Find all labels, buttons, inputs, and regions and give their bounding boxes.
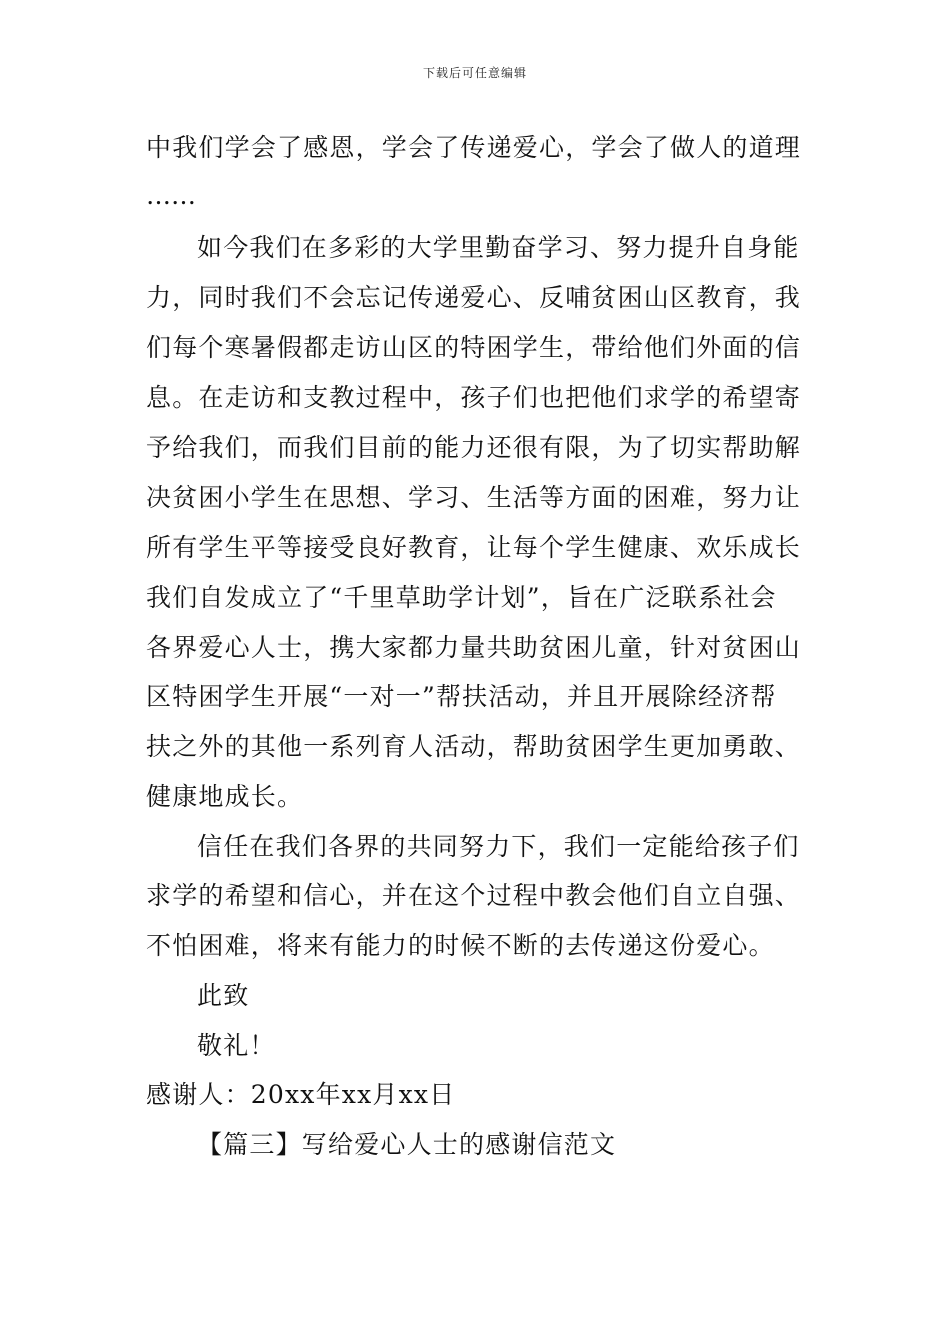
body-line-9: 所有学生平等接受良好教育，让每个学生健康、欢乐成长 [146, 533, 802, 562]
closing-salutation: 此致 [197, 981, 250, 1010]
body-line-4: 力，同时我们不会忘记传递爱心、反哺贫困山区教育，我 [146, 283, 802, 312]
body-line-2: …… [146, 181, 196, 210]
body-line-11: 各界爱心人士，携大家都力量共助贫困儿童，针对贫困山 [146, 633, 802, 662]
body-line-8: 决贫困小学生在思想、学习、生活等方面的困难，努力让 [146, 483, 802, 512]
body-line-3: 如今我们在多彩的大学里勤奋学习、努力提升自身能 [197, 233, 800, 262]
body-line-7: 予给我们，而我们目前的能力还很有限，为了切实帮助解 [146, 433, 802, 462]
signature-date: 感谢人：20xx年xx月xx日 [146, 1080, 456, 1109]
body-line-10: 我们自发成立了“千里草助学计划”，旨在广泛联系社会 [146, 583, 777, 612]
body-line-15: 信任在我们各界的共同努力下，我们一定能给孩子们 [197, 832, 800, 861]
closing-regards: 敬礼！ [197, 1031, 276, 1060]
body-line-17: 不怕困难，将来有能力的时候不断的去传递这份爱心。 [146, 931, 775, 960]
body-line-5: 们每个寒暑假都走访山区的特困学生，带给他们外面的信 [146, 333, 802, 362]
section-heading: 【篇三】写给爱心人士的感谢信范文 [197, 1130, 617, 1159]
body-line-6: 息。在走访和支教过程中，孩子们也把他们求学的希望寄 [146, 383, 802, 412]
body-line-13: 扶之外的其他一系列育人活动，帮助贫困学生更加勇敢、 [146, 732, 802, 761]
body-line-12: 区特困学生开展“一对一”帮扶活动，并且开展除经济帮 [146, 682, 777, 711]
page-header: 下载后可任意编辑 [422, 66, 527, 80]
body-line-1: 中我们学会了感恩，学会了传递爱心，学会了做人的道理 [146, 133, 802, 162]
body-line-16: 求学的希望和信心，并在这个过程中教会他们自立自强、 [146, 881, 802, 910]
body-line-14: 健康地成长。 [146, 782, 304, 811]
